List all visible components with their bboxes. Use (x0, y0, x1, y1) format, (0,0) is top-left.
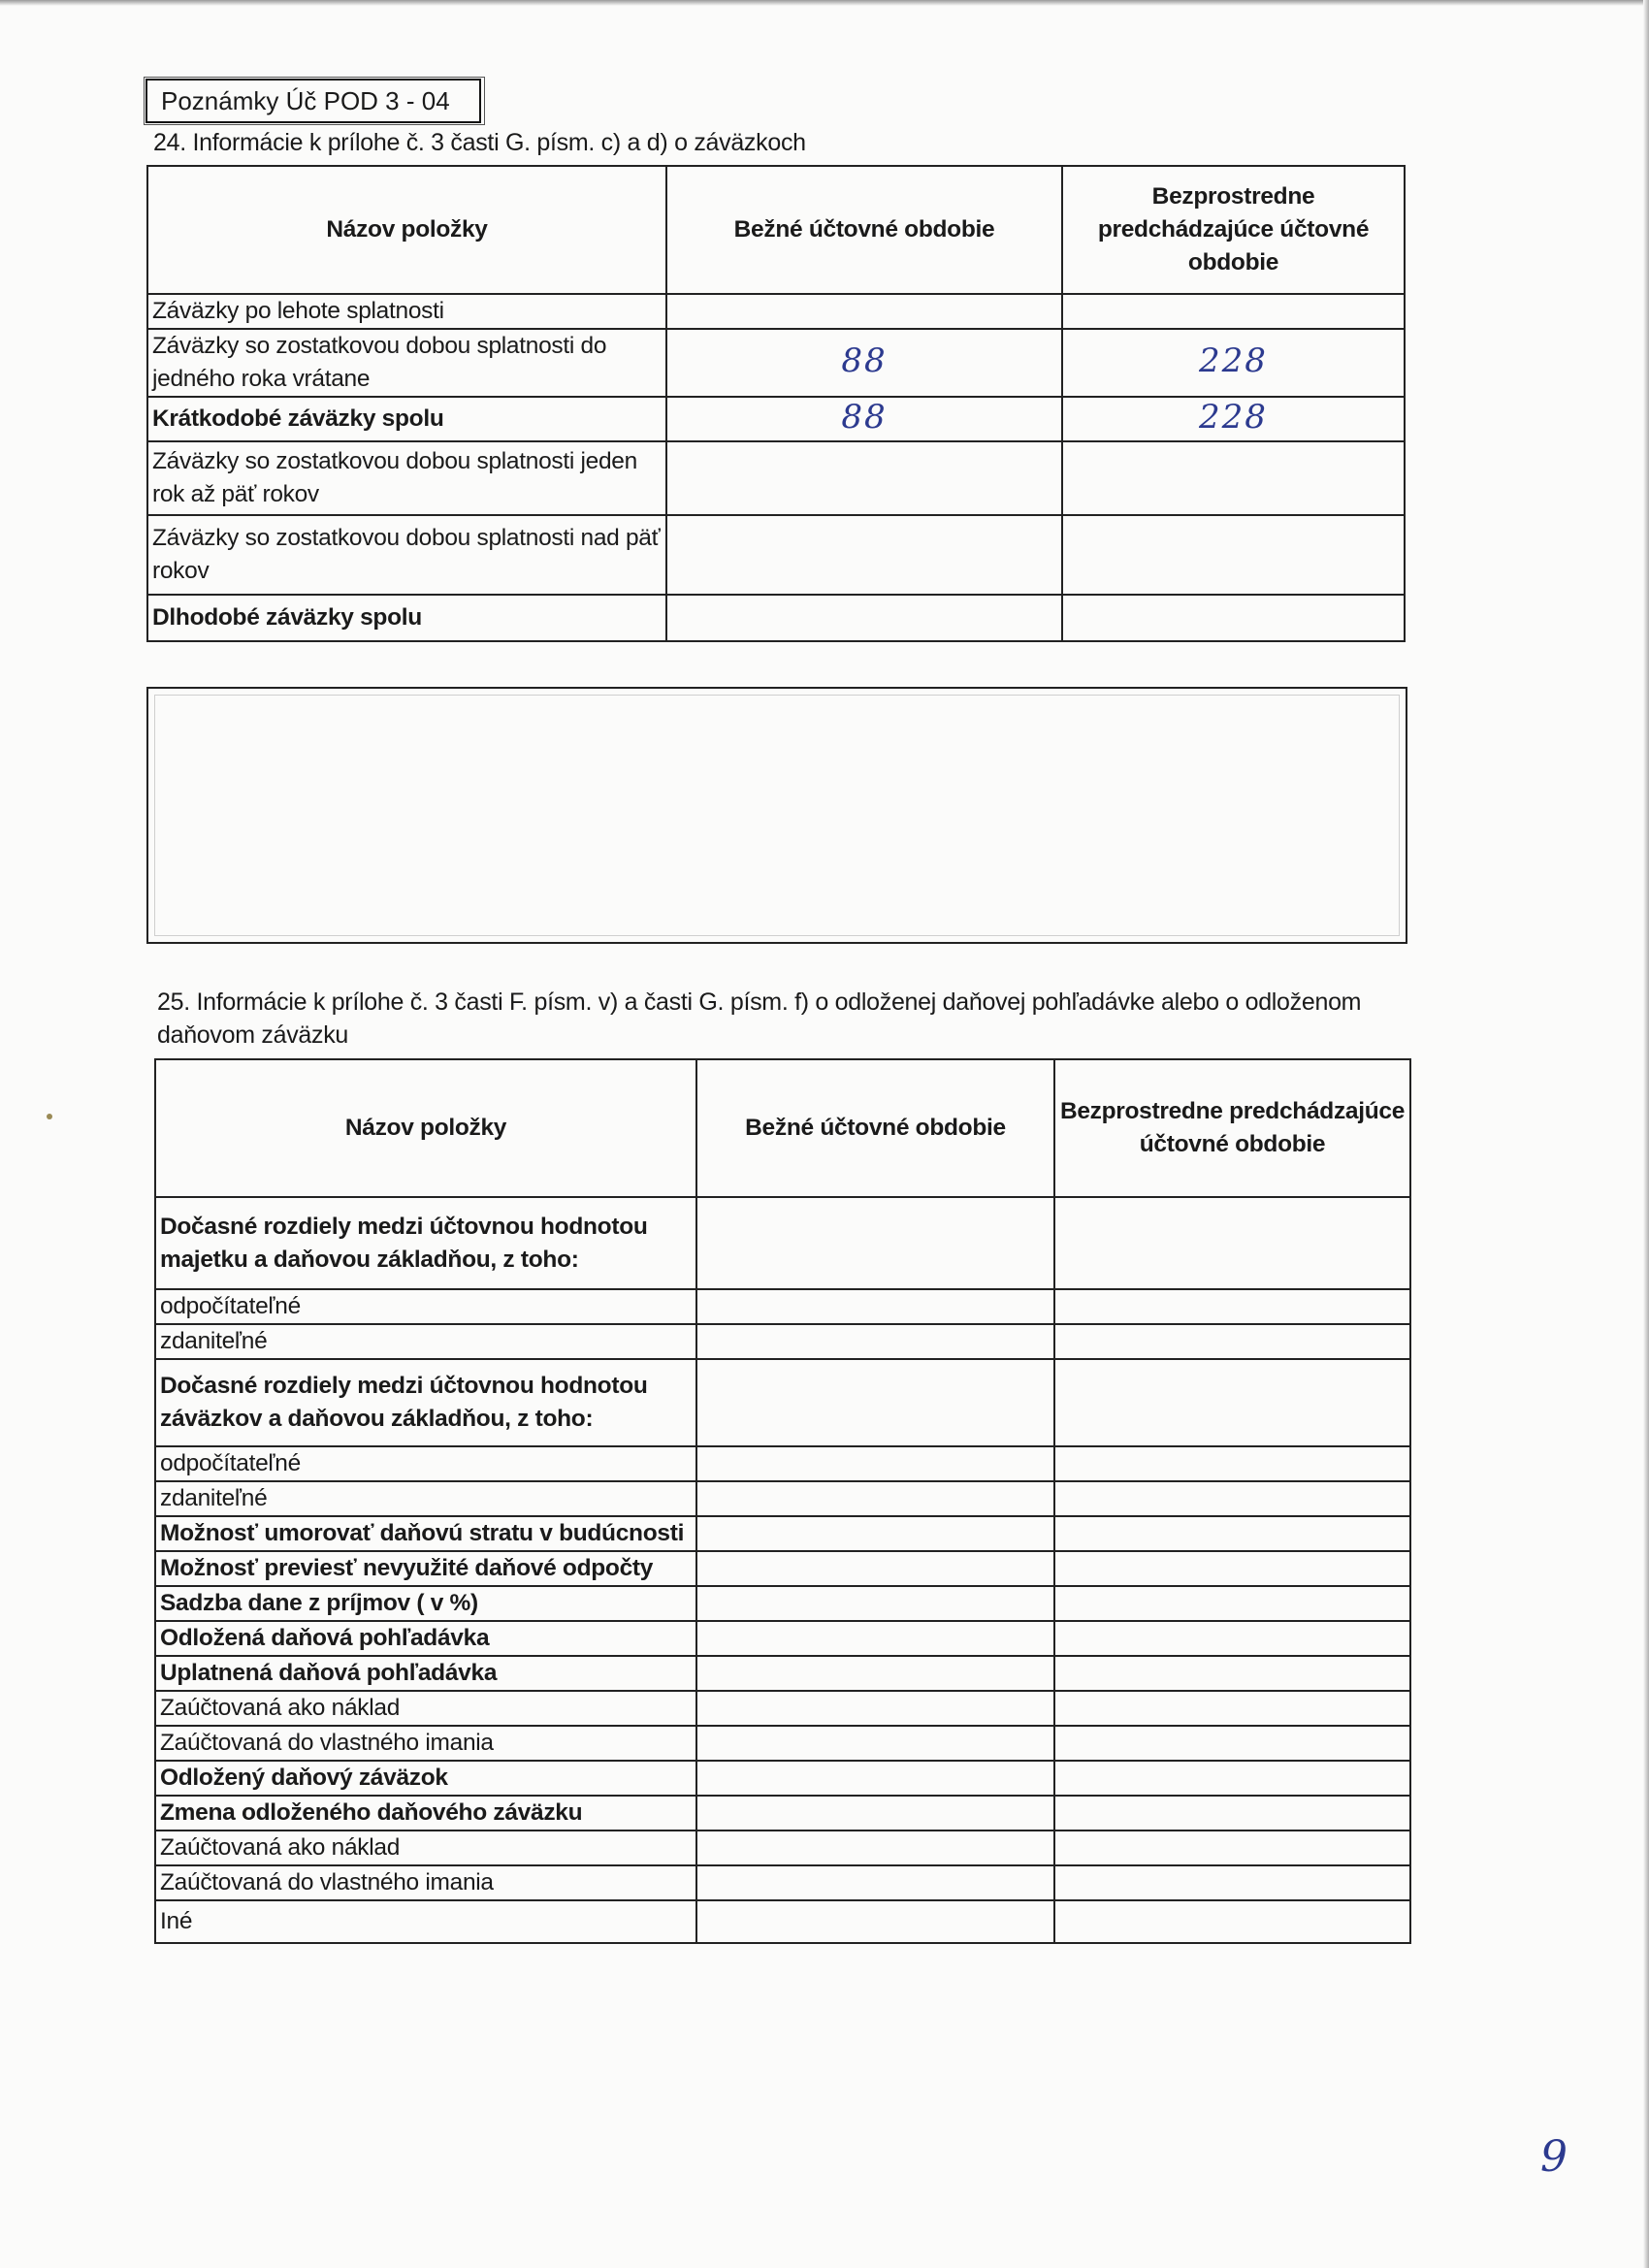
row-label: Dlhodobé záväzky spolu (147, 595, 666, 641)
table-row (155, 1551, 1410, 1586)
row-label: Záväzky so zostatkovou dobou splatnosti jeden rok až päť rokov (147, 441, 666, 515)
row-label: Zaúčtovaná do vlastného imania (155, 1865, 696, 1900)
row-label: Sadzba dane z príjmov ( v %) (155, 1586, 696, 1621)
previous-period-value (1062, 595, 1405, 641)
handwritten-value: 228 (1199, 398, 1268, 437)
page-number: 9 (1540, 2132, 1568, 2182)
current-period-value (696, 1516, 1054, 1551)
deferred-tax-table (154, 1058, 1411, 1944)
table-row (155, 1324, 1410, 1359)
row-label: Dočasné rozdiely medzi účtovnou hodnotou záväzkov a daňovou základňou, z toho: (155, 1359, 696, 1446)
row-label: Možnosť umorovať daňovú stratu v budúcnosti (155, 1516, 696, 1551)
current-period-value (696, 1831, 1054, 1865)
row-label: odpočítateľné (155, 1446, 696, 1481)
current-period-value (696, 1761, 1054, 1796)
table-row (155, 1691, 1410, 1726)
previous-period-value (1054, 1691, 1410, 1726)
table-row (155, 1197, 1410, 1289)
row-label: Záväzky so zostatkovou dobou splatnosti do jedného roka vrátane (147, 329, 666, 397)
previous-period-value (1054, 1289, 1410, 1324)
current-period-value (696, 1691, 1054, 1726)
row-label: Zaúčtovaná do vlastného imania (155, 1726, 696, 1761)
previous-period-value (1062, 329, 1405, 397)
row-label: Uplatnená daňová pohľadávka (155, 1656, 696, 1691)
row-label: Možnosť previesť nevyužité daňové odpočty (155, 1551, 696, 1586)
previous-period-value (1054, 1481, 1410, 1516)
current-period-value (666, 329, 1062, 397)
current-period-value (696, 1621, 1054, 1656)
row-label: Dočasné rozdiely medzi účtovnou hodnotou majetku a daňovou základňou, z toho: (155, 1197, 696, 1289)
table-row (155, 1359, 1410, 1446)
previous-period-value (1054, 1865, 1410, 1900)
row-label: Odložený daňový záväzok (155, 1761, 696, 1796)
table-row (147, 397, 1405, 441)
table-row (155, 1481, 1410, 1516)
table-row (155, 1726, 1410, 1761)
table-row (155, 1900, 1410, 1943)
handwritten-value: 88 (841, 341, 888, 380)
previous-period-value (1054, 1197, 1410, 1289)
scan-right-edge (1643, 0, 1649, 2268)
row-label: Záväzky so zostatkovou dobou splatnosti nad päť rokov (147, 515, 666, 595)
row-label: Zmena odloženého daňového záväzku (155, 1796, 696, 1831)
current-period-value (696, 1446, 1054, 1481)
column-header-item-name: Názov položky (155, 1059, 696, 1197)
table-row (147, 595, 1405, 641)
previous-period-value (1054, 1551, 1410, 1586)
liabilities-table (146, 165, 1406, 642)
table-header-row (155, 1059, 1410, 1197)
row-label: Zaúčtovaná ako náklad (155, 1691, 696, 1726)
scan-top-edge (0, 0, 1649, 6)
current-period-value (696, 1726, 1054, 1761)
column-header-current-period: Bežné účtovné obdobie (666, 166, 1062, 294)
current-period-value (666, 515, 1062, 595)
table-row (155, 1656, 1410, 1691)
table-row (147, 294, 1405, 329)
current-period-value (666, 397, 1062, 441)
table-row (155, 1761, 1410, 1796)
row-label: Záväzky po lehote splatnosti (147, 294, 666, 329)
current-period-value (696, 1359, 1054, 1446)
current-period-value (696, 1481, 1054, 1516)
current-period-value (696, 1586, 1054, 1621)
row-label: Iné (155, 1900, 696, 1943)
current-period-value (666, 441, 1062, 515)
row-label: zdaniteľné (155, 1324, 696, 1359)
table-row (155, 1516, 1410, 1551)
section-25-title: 25. Informácie k prílohe č. 3 časti F. písm. v) a časti G. písm. f) o odloženej daňovej pohľadávke alebo o odloženom daňovom záväzku (157, 988, 1362, 1049)
previous-period-value (1054, 1621, 1410, 1656)
handwritten-value: 228 (1199, 341, 1268, 380)
table-row (147, 441, 1405, 515)
table-row (155, 1621, 1410, 1656)
previous-period-value (1054, 1359, 1410, 1446)
column-header-previous-period: Bezprostredne predchádzajúce účtovné obdobie (1054, 1059, 1410, 1197)
table-row (155, 1865, 1410, 1900)
previous-period-value (1062, 515, 1405, 595)
current-period-value (666, 595, 1062, 641)
table-row (155, 1831, 1410, 1865)
table-row (155, 1796, 1410, 1831)
column-header-current-period: Bežné účtovné obdobie (696, 1059, 1054, 1197)
row-label: Krátkodobé záväzky spolu (147, 397, 666, 441)
table-row (155, 1446, 1410, 1481)
column-header-previous-period: Bezprostredne predchádzajúce účtovné obdobie (1062, 166, 1405, 294)
previous-period-value (1054, 1726, 1410, 1761)
table-row (147, 515, 1405, 595)
table-row (155, 1586, 1410, 1621)
current-period-value (696, 1289, 1054, 1324)
row-label: zdaniteľné (155, 1481, 696, 1516)
current-period-value (696, 1656, 1054, 1691)
row-label: Odložená daňová pohľadávka (155, 1621, 696, 1656)
previous-period-value (1054, 1900, 1410, 1943)
previous-period-value (1054, 1586, 1410, 1621)
table-row (147, 329, 1405, 397)
table-header-row (147, 166, 1405, 294)
current-period-value (666, 294, 1062, 329)
row-label: odpočítateľné (155, 1289, 696, 1324)
previous-period-value (1054, 1324, 1410, 1359)
current-period-value (696, 1865, 1054, 1900)
row-label: Zaúčtovaná ako náklad (155, 1831, 696, 1865)
form-code-badge: Poznámky Úč POD 3 - 04 (146, 79, 481, 123)
scan-speck (47, 1114, 52, 1119)
handwritten-value: 88 (841, 398, 888, 437)
previous-period-value (1062, 294, 1405, 329)
previous-period-value (1054, 1796, 1410, 1831)
current-period-value (696, 1197, 1054, 1289)
current-period-value (696, 1796, 1054, 1831)
previous-period-value (1054, 1761, 1410, 1796)
previous-period-value (1054, 1446, 1410, 1481)
notes-box (146, 687, 1407, 944)
current-period-value (696, 1324, 1054, 1359)
previous-period-value (1054, 1656, 1410, 1691)
current-period-value (696, 1900, 1054, 1943)
section-24-title: 24. Informácie k prílohe č. 3 časti G. písm. c) a d) o záväzkoch (153, 129, 806, 156)
previous-period-value (1054, 1831, 1410, 1865)
previous-period-value (1054, 1516, 1410, 1551)
table-row (155, 1289, 1410, 1324)
current-period-value (696, 1551, 1054, 1586)
previous-period-value (1062, 397, 1405, 441)
previous-period-value (1062, 441, 1405, 515)
column-header-item-name: Názov položky (147, 166, 666, 294)
